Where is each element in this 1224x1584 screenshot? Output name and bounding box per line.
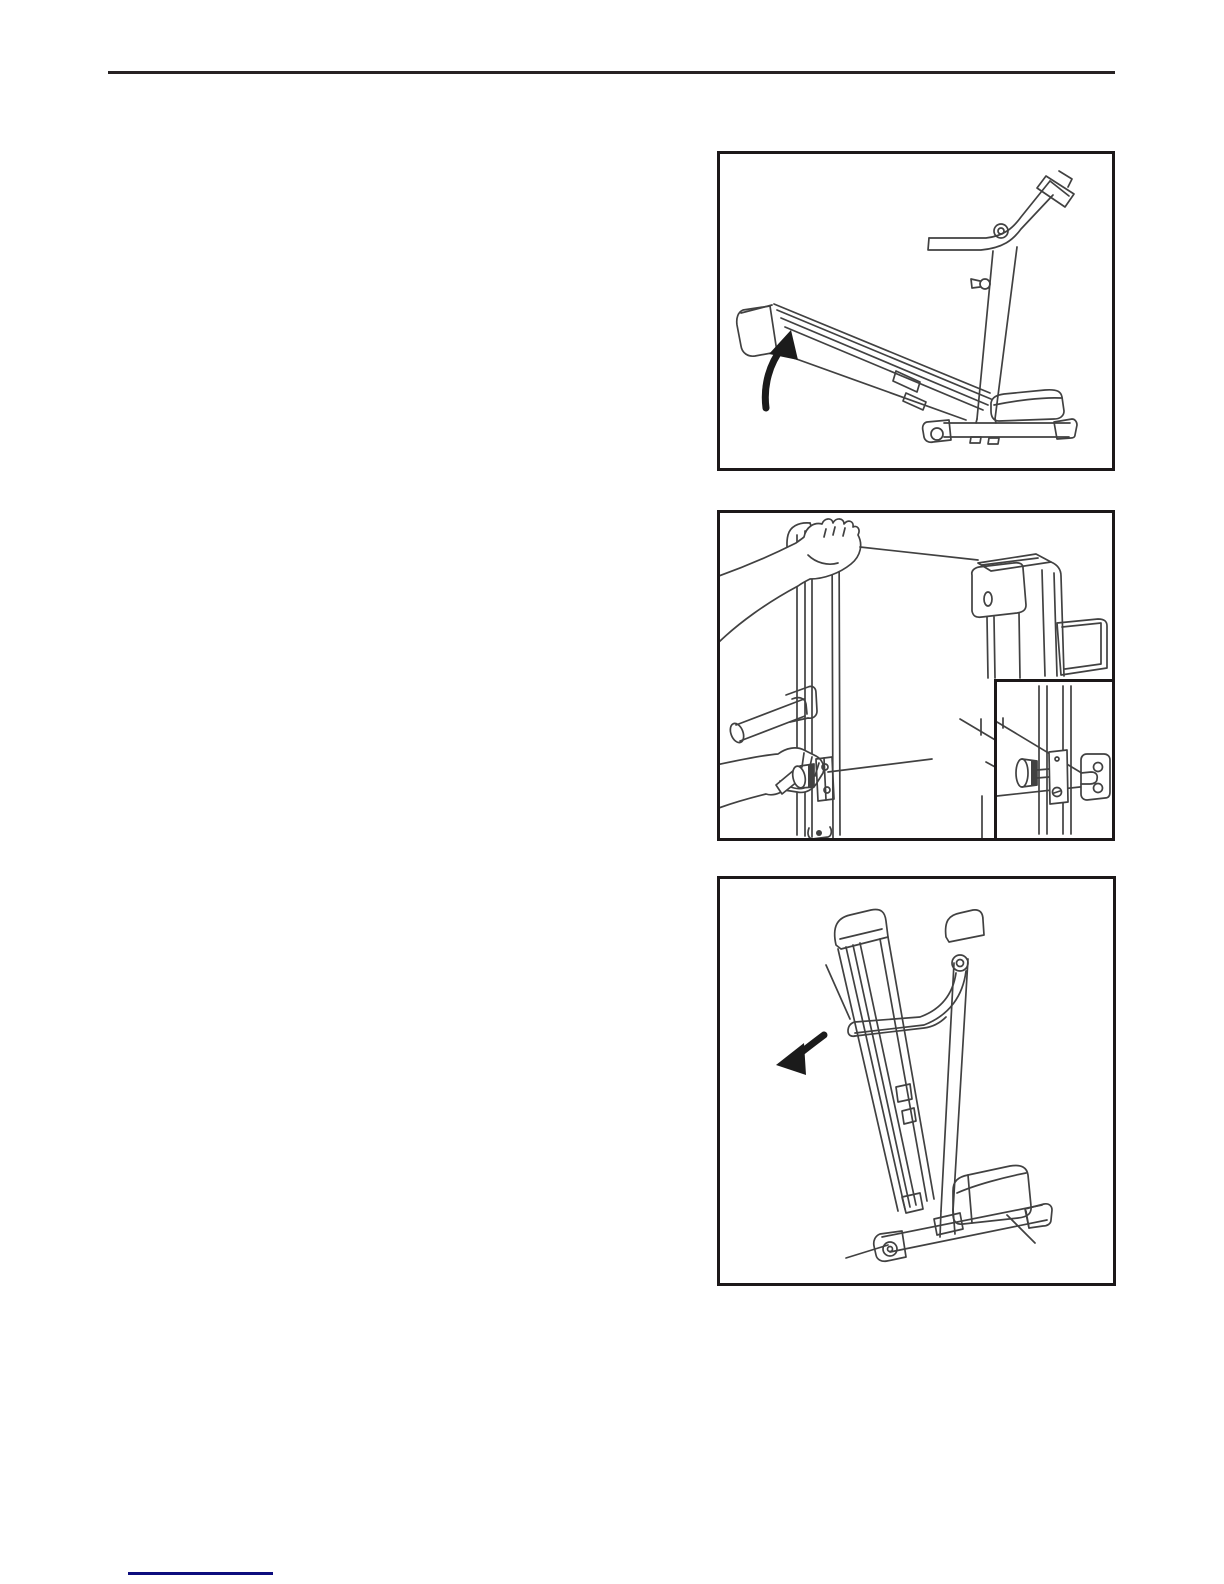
- figure-latch-release: [717, 510, 1115, 841]
- latch-bracket-upright: [972, 554, 1107, 678]
- latch-detail-inset: [994, 679, 1115, 841]
- leader-line-handle: [826, 965, 850, 1019]
- latch-pin-bracket: [1049, 750, 1068, 804]
- leader-line-latch: [828, 759, 932, 772]
- figure1-illustration: [720, 154, 1112, 468]
- figure-fold-deck-up: [717, 151, 1115, 471]
- up-arrow-icon: [765, 330, 798, 408]
- wheel: [931, 428, 943, 440]
- latch-detail-illustration: [997, 682, 1112, 838]
- leader-lines: [997, 718, 1089, 796]
- leader-marks: [960, 719, 997, 838]
- motor-hood: [991, 390, 1064, 421]
- console: [1037, 176, 1074, 207]
- pull-arrow-icon: [776, 1035, 824, 1075]
- footer-link-underline[interactable]: [128, 1572, 273, 1575]
- leader-line-top: [860, 547, 978, 560]
- wheel: [883, 1242, 897, 1256]
- latch-knob-detail: [1016, 759, 1049, 787]
- figure3-illustration: [720, 879, 1113, 1283]
- folded-deck-vertical: [835, 909, 934, 1213]
- treadmill-base: [923, 390, 1077, 444]
- latch-plate: [1081, 754, 1110, 800]
- base-and-hood: [874, 1165, 1052, 1261]
- upright-post: [941, 910, 984, 1211]
- latch-bracket: [972, 563, 1026, 618]
- header-rule: [108, 71, 1115, 74]
- handlebar-cylinder: [728, 686, 817, 744]
- figure-unfold-deck: [717, 876, 1116, 1286]
